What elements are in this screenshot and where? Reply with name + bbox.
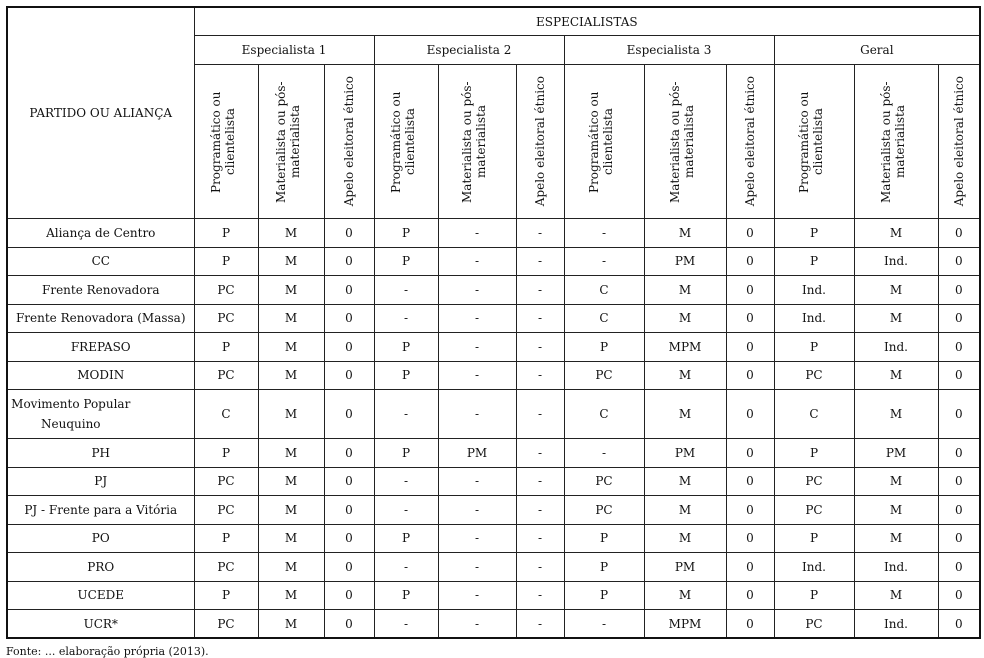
table-cell: P [774,219,854,248]
table-cell: 0 [938,333,980,362]
table-cell: 0 [726,304,774,333]
classification-table [6,6,981,639]
table-cell: PC [774,496,854,525]
table-cell: P [564,581,644,610]
table-cell: P [774,439,854,468]
criterion-label: Apelo eleitoral étnico [743,76,757,207]
table-cell: - [374,304,438,333]
table-cell: P [194,333,258,362]
criterion-header [258,65,324,219]
table-cell: M [854,581,938,610]
party-name: PJ [7,467,194,496]
table-row [7,247,980,276]
table-cell: 0 [324,581,374,610]
table-row [7,467,980,496]
table-cell: Ind. [854,333,938,362]
table-cell: PC [194,276,258,305]
table-row [7,304,980,333]
table-cell: MPM [644,610,726,639]
table-cell: M [258,439,324,468]
table-cell: C [564,276,644,305]
table-cell: M [644,304,726,333]
table-cell: - [516,553,564,582]
table-cell: C [194,390,258,439]
table-cell: M [258,219,324,248]
table-cell: 0 [938,439,980,468]
table-cell: - [438,333,516,362]
table-cell: - [516,524,564,553]
table-cell: M [644,276,726,305]
table-cell: M [258,610,324,639]
table-cell: P [194,581,258,610]
table-cell: M [258,276,324,305]
table-cell: - [516,439,564,468]
table-row [7,390,980,439]
table-row [7,361,980,390]
table-row [7,333,980,362]
table-cell: 0 [324,390,374,439]
table-cell: PC [194,553,258,582]
table-cell: 0 [726,247,774,276]
table-cell: P [774,333,854,362]
table-cell: - [438,467,516,496]
party-name: PJ - Frente para a Vitória [7,496,194,525]
table-cell: - [564,219,644,248]
table-cell: P [564,333,644,362]
criterion-header [516,65,564,219]
table-cell: - [516,467,564,496]
table-row [7,439,980,468]
table-cell: 0 [726,390,774,439]
table-cell: P [374,524,438,553]
table-cell: M [258,467,324,496]
table-cell: M [644,390,726,439]
table-cell: C [564,304,644,333]
table-cell: 0 [324,496,374,525]
table-cell: M [258,524,324,553]
table-cell: - [516,219,564,248]
table-row [7,276,980,305]
table-cell: M [644,467,726,496]
table-cell: - [438,276,516,305]
table-cell: 0 [726,496,774,525]
party-name: PH [7,439,194,468]
table-cell: P [194,247,258,276]
criterion-label: Materialista ou pós-materialista [460,80,488,203]
table-cell: 0 [938,553,980,582]
party-name: UCR* [7,610,194,639]
table-cell: - [438,361,516,390]
table-cell: - [374,496,438,525]
table-row [7,524,980,553]
table-cell: 0 [324,553,374,582]
criterion-label: Materialista ou pós-materialista [668,80,696,203]
table-cell: PC [194,467,258,496]
table-cell: PM [438,439,516,468]
table-cell: 0 [938,496,980,525]
table-cell: 0 [938,610,980,639]
table-cell: 0 [324,467,374,496]
criterion-header [194,65,258,219]
table-cell: - [438,610,516,639]
table-row [7,496,980,525]
table-cell: 0 [324,333,374,362]
table-cell: P [194,524,258,553]
table-row [7,219,980,248]
table-cell: Ind. [854,553,938,582]
table-cell: 0 [324,610,374,639]
table-cell: PC [194,496,258,525]
table-cell: P [374,247,438,276]
table-cell: 0 [938,219,980,248]
table-cell: 0 [726,467,774,496]
table-cell: - [374,467,438,496]
table-cell: PC [774,361,854,390]
group-header: Especialista 2 [374,36,564,65]
table-cell: - [516,610,564,639]
table-cell: M [258,553,324,582]
criterion-header [938,65,980,219]
table-cell: PM [644,247,726,276]
table-cell: M [854,467,938,496]
table-cell: - [564,610,644,639]
source-note: Fonte: ... elaboração própria (2013). [6,645,209,658]
table-cell: PM [644,439,726,468]
table-cell: - [516,304,564,333]
table-cell: - [438,553,516,582]
table-cell: M [258,333,324,362]
table-cell: 0 [938,581,980,610]
table-cell: M [644,496,726,525]
table-cell: 0 [938,361,980,390]
table-cell: MPM [644,333,726,362]
table-cell: C [774,390,854,439]
table-cell: PC [564,496,644,525]
table-cell: M [258,304,324,333]
table-cell: PM [644,553,726,582]
table-cell: - [438,219,516,248]
table-cell: 0 [324,304,374,333]
table-cell: P [374,361,438,390]
table-cell: M [644,524,726,553]
table-cell: 0 [726,610,774,639]
table-cell: PC [564,467,644,496]
table-cell: 0 [324,439,374,468]
table-cell: 0 [726,361,774,390]
table-cell: - [438,304,516,333]
criterion-header [644,65,726,219]
table-cell: M [854,390,938,439]
table-cell: - [374,390,438,439]
table-cell: P [374,439,438,468]
criterion-label: Materialista ou pós-materialista [274,80,302,203]
criterion-header [726,65,774,219]
table-cell: M [258,361,324,390]
table-cell: - [516,496,564,525]
table-cell: PM [854,439,938,468]
table-cell: 0 [324,524,374,553]
table-cell: M [854,304,938,333]
table-cell: 0 [726,333,774,362]
table-cell: P [194,219,258,248]
table-cell: M [258,247,324,276]
table-cell: - [438,524,516,553]
table-cell: M [644,581,726,610]
table-cell: 0 [324,361,374,390]
table-cell: P [374,219,438,248]
criterion-header [854,65,938,219]
table-cell: 0 [938,390,980,439]
party-name: FREPASO [7,333,194,362]
party-name: MODIN [7,361,194,390]
group-header: Geral [774,36,980,65]
table-cell: Ind. [854,247,938,276]
table-row [7,610,980,639]
table-cell: Ind. [774,553,854,582]
table-cell: 0 [938,304,980,333]
table-cell: M [258,581,324,610]
table-cell: - [374,276,438,305]
table-cell: - [516,247,564,276]
table-cell: P [374,581,438,610]
criterion-label: Programático ou clientelista [797,90,825,193]
table-cell: - [516,581,564,610]
table-row [7,553,980,582]
table-cell: PC [194,304,258,333]
table-cell: - [374,553,438,582]
table-cell: - [564,439,644,468]
criterion-label: Programático ou clientelista [209,90,237,193]
criterion-label: Apelo eleitoral étnico [533,76,547,207]
table-cell: M [854,219,938,248]
table-cell: M [258,390,324,439]
group-header: Especialista 3 [564,36,774,65]
table-cell: M [854,276,938,305]
table-cell: 0 [726,439,774,468]
table-cell: - [374,610,438,639]
table-cell: - [564,247,644,276]
table-cell: P [374,333,438,362]
table-cell: - [438,581,516,610]
table-cell: M [854,496,938,525]
table-cell: 0 [726,553,774,582]
table-cell: M [854,361,938,390]
table-cell: P [774,524,854,553]
table-cell: 0 [726,524,774,553]
party-name: PRO [7,553,194,582]
criterion-header [774,65,854,219]
table-cell: 0 [938,467,980,496]
table-cell: 0 [938,524,980,553]
table-cell: PC [194,361,258,390]
table-cell: P [774,247,854,276]
table-cell: Ind. [774,304,854,333]
table-cell: P [194,439,258,468]
table-cell: 0 [324,219,374,248]
criterion-label: Programático ou clientelista [389,90,417,193]
table-cell: Ind. [854,610,938,639]
table-cell: - [516,361,564,390]
criterion-header [564,65,644,219]
table-cell: M [644,361,726,390]
table-cell: 0 [938,276,980,305]
table-cell: - [438,247,516,276]
criterion-label: Apelo eleitoral étnico [951,76,966,207]
party-name: CC [7,247,194,276]
table-cell: - [516,333,564,362]
table-cell: M [644,219,726,248]
table-cell: 0 [938,247,980,276]
criterion-header [374,65,438,219]
table-cell: P [564,524,644,553]
group-header: Especialista 1 [194,36,374,65]
table-cell: C [564,390,644,439]
criterion-label: Programático ou clientelista [587,90,615,193]
party-name: Aliança de Centro [7,219,194,248]
party-column-header: PARTIDO OU ALIANÇA [7,7,194,219]
criterion-header [324,65,374,219]
party-name: Frente Renovadora (Massa) [7,304,194,333]
criterion-label: Materialista ou pós-materialista [879,80,907,203]
party-name: PO [7,524,194,553]
table-cell: PC [194,610,258,639]
criterion-header [438,65,516,219]
party-name: Frente Renovadora [7,276,194,305]
table-cell: 0 [726,219,774,248]
table-cell: - [438,390,516,439]
table-cell: P [564,553,644,582]
table-cell: 0 [726,581,774,610]
table-cell: 0 [726,276,774,305]
party-name: UCEDE [7,581,194,610]
table-cell: PC [564,361,644,390]
table-cell: M [854,524,938,553]
table-cell: P [774,581,854,610]
table-cell: - [516,276,564,305]
table-cell: 0 [324,276,374,305]
table-cell: - [438,496,516,525]
table-cell: M [258,496,324,525]
party-name: Movimento Popular Neuquino [7,390,194,439]
table-cell: 0 [324,247,374,276]
table-cell: PC [774,610,854,639]
specialists-header: ESPECIALISTAS [194,7,980,36]
table-row [7,581,980,610]
table-cell: Ind. [774,276,854,305]
table-cell: - [516,390,564,439]
table-cell: PC [774,467,854,496]
criterion-label: Apelo eleitoral étnico [342,76,356,207]
